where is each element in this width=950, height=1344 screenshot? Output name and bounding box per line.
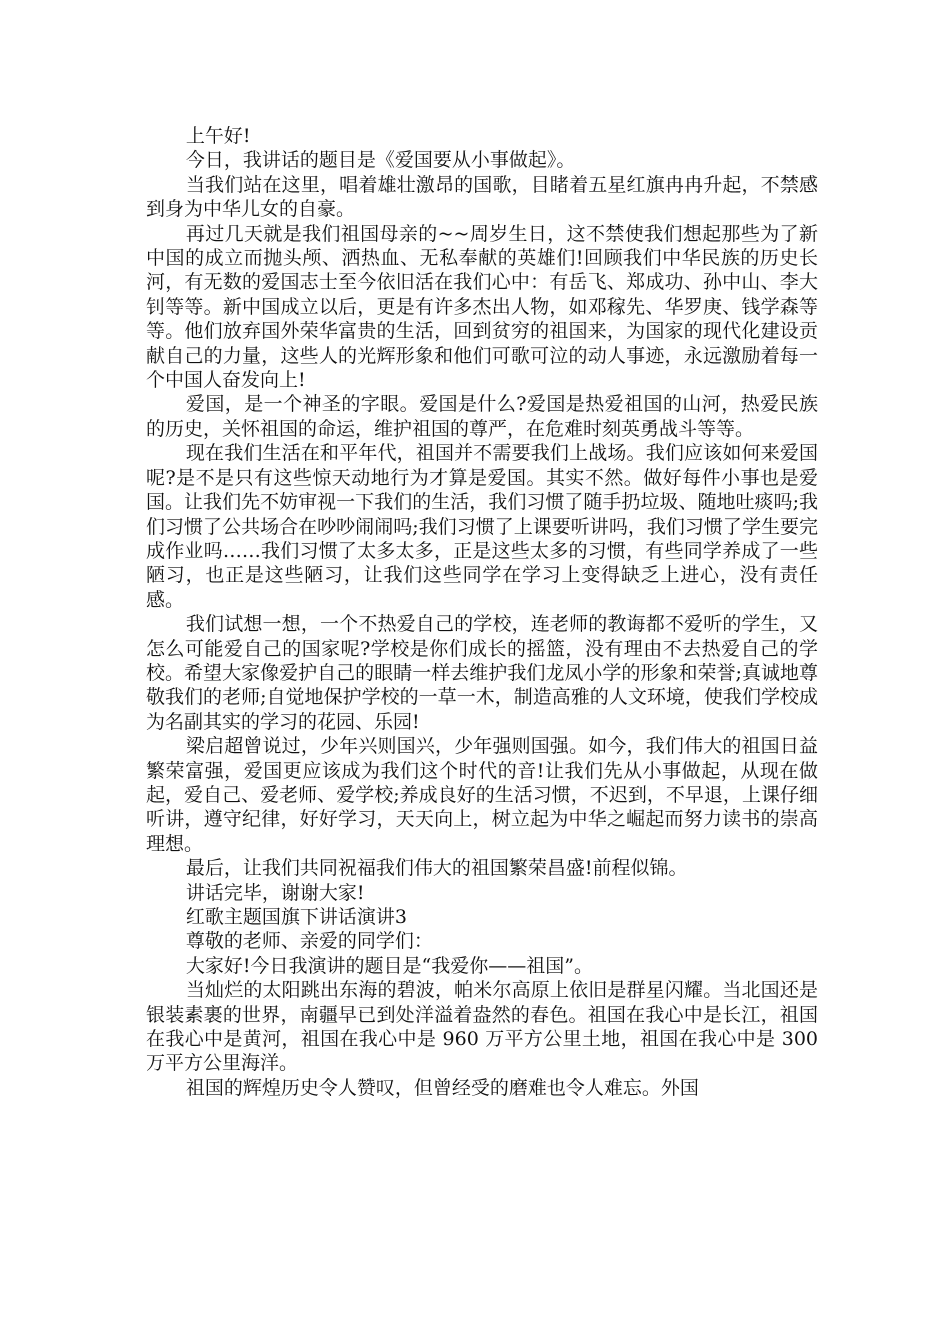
paragraph: 大家好!今日我演讲的题目是“我爱你——祖国”。: [185, 954, 593, 977]
paragraph-greeting: 上午好!: [185, 125, 251, 147]
paragraph: 再过几天就是我们祖国母亲的~~周岁生日，这不禁使我们想起那些为了新中国的成立而抛头颅、洒热血、无私奉献的英雄们!回顾我们中华民族的历史长河，有无数的爱国志士至今依旧活在我们心中：有岳飞、郑成功、孙中山、李大钊等等。新中国成立以后，更是有许多杰出人物，如邓稼先、华罗庚、钱学森等等。他们放弃国外荣华富贵的生活，回到贫穷的祖国来，为国家的现代化建设贡献自己的力量，这些人的光辉形象和他们可歌可泣的动人事迹，永远激励着每一个中国人奋发向上!: [146, 222, 818, 392]
paragraph: 当我们站在这里，唱着雄壮激昂的国歌，目睹着五星红旗冉冉升起，不禁感到身为中华儿女的自豪。: [146, 173, 818, 221]
paragraph: 祖国的辉煌历史令人赞叹，但曾经受的磨难也令人难忘。外国: [185, 1076, 699, 1099]
paragraph: 现在我们生活在和平年代，祖国并不需要我们上战场。我们应该如何来爱国呢?是不是只有这些惊天动地行为才算是爱国。其实不然。做好每件小事也是爱国。让我们先不妨审视一下我们的生活，我们习惯了随手扔垃圾、随地吐痰吗;我们习惯了公共场合在吵吵闹闹吗;我们习惯了上课要听讲吗，我们习惯了学生要完成作业吗……我们习惯了太多太多，正是这些太多的习惯，有些同学养成了一些陋习，也正是这些陋习，让我们这些同学在学习上变得缺乏上进心，没有责任感。: [146, 442, 818, 611]
paragraph: 梁启超曾说过，少年兴则国兴，少年强则国强。如今，我们伟大的祖国日益繁荣富强，爱国更应该成为我们这个时代的音!让我们先从小事做起，从现在做起，爱自己、爱老师、爱学校;养成良好的生活习惯，不迟到，不早退，上课仔细听讲，遵守纪律，好好学习，天天向上，树立起为中华之崛起而努力读书的崇高理想。: [146, 735, 818, 855]
paragraph: 爱国，是一个神圣的字眼。爱国是什么?爱国是热爱祖国的山河，热爱民族的历史，关怀祖国的命运，维护祖国的尊严，在危难时刻英勇战斗等等。: [146, 393, 818, 440]
section-heading: 红歌主题国旗下讲话演讲3: [185, 906, 407, 928]
paragraph: 我们试想一想，一个不热爱自己的学校，连老师的教诲都不爱听的学生，又怎么可能爱自己的国家呢?学校是你们成长的摇篮，没有理由不去热爱自己的学校。希望大家像爱护自己的眼睛一样去维护我们龙凤小学的形象和荣誉;真诚地尊敬我们的老师;自觉地保护学校的一草一木，制造高雅的人文环境，使我们学校成为名副其实的学习的花园、乐园!: [146, 613, 818, 733]
paragraph-topic: 今日，我讲话的题目是《爱国要从小事做起》。: [185, 149, 576, 172]
document-body: [146, 124, 818, 1100]
paragraph: 当灿烂的太阳跳出东海的碧波，帕米尔高原上依旧是群星闪耀。当北国还是银装素裹的世界，南疆早已到处洋溢着盎然的春色。祖国在我心中是长江，祖国在我心中是黄河，祖国在我心中是 960 万平方公里土地，祖国在我心中是 300 万平方公里海洋。: [146, 979, 818, 1075]
paragraph: 最后，让我们共同祝福我们伟大的祖国繁荣昌盛!前程似锦。: [185, 857, 688, 880]
paragraph-salutation: 尊敬的老师、亲爱的同学们：: [185, 930, 433, 953]
paragraph-closing: 讲话完毕，谢谢大家!: [185, 881, 365, 904]
